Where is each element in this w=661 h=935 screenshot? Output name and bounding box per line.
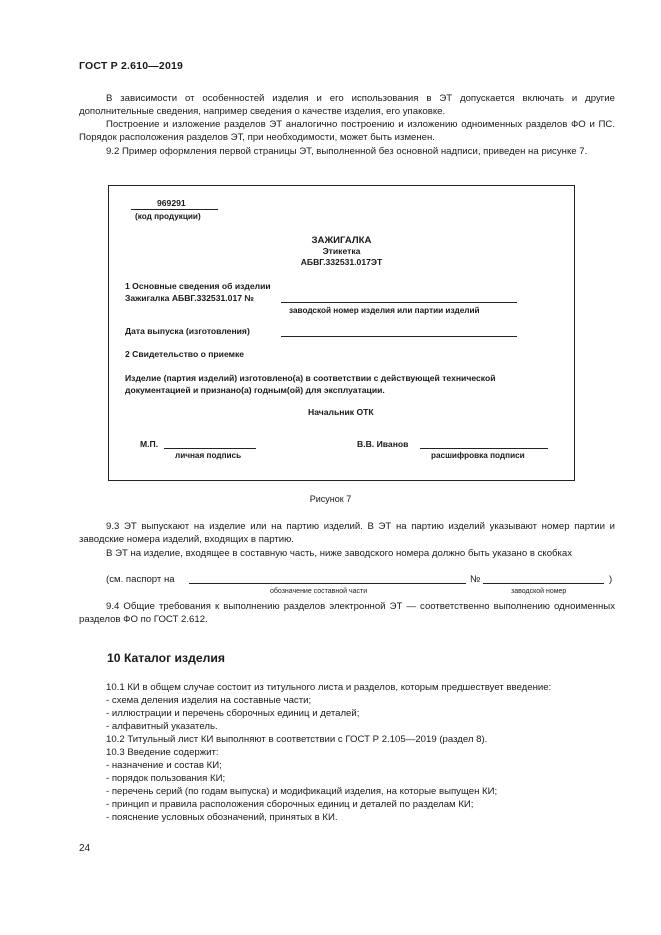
acceptance-text-line1: Изделие (партия изделий) изготовлено(а) в соответствии с действующей технической bbox=[125, 373, 496, 383]
product-code-value: 969291 bbox=[157, 198, 186, 208]
product-code-label: (код продукции) bbox=[135, 212, 201, 221]
catalog-line: 10.3 Введение содержит: bbox=[106, 747, 219, 758]
figure-doc-code: АБВГ.332531.017ЭТ bbox=[300, 257, 383, 267]
signature-hint: личная подпись bbox=[175, 451, 242, 460]
figure-caption: Рисунок 7 bbox=[309, 494, 352, 504]
serial-number-rule bbox=[281, 302, 517, 303]
stamp-place-label: М.П. bbox=[140, 439, 159, 449]
paragraph-structure: Построение и изложение разделов ЭТ аналогично построению и изложению одноименных разделов ФО и ПС. Порядок расположения разделов ЭТ, при необходимости, может быть изменен. bbox=[79, 119, 615, 144]
paragraph-9-3: 9.3 ЭТ выпускают на изделие или на партию изделий. В ЭТ на партию изделий указывают номер партии и заводские номера изделий, входящих в партию. bbox=[79, 521, 615, 546]
otk-head-label: Начальник ОТК bbox=[308, 407, 374, 417]
page-number: 24 bbox=[79, 843, 91, 854]
document-header: ГОСТ Р 2.610—2019 bbox=[79, 60, 184, 72]
catalog-line: 10.2 Титульный лист КИ выполняют в соответствии с ГОСТ Р 2.105—2019 (раздел 8). bbox=[106, 734, 488, 745]
serial-number-hint: заводской номер изделия или партии изделий bbox=[289, 306, 480, 315]
paragraph-9-2: 9.2 Пример оформления первой страницы ЭТ, выполненной без основной надписи, приведен на рисунке 7. bbox=[106, 146, 588, 157]
passport-designation-hint: обозначение составной части bbox=[270, 588, 368, 595]
passport-designation-rule bbox=[189, 583, 466, 584]
section-10-title: 10 Каталог изделия bbox=[107, 651, 225, 665]
signature-rule bbox=[164, 448, 256, 449]
signer-name: В.В. Иванов bbox=[357, 439, 409, 449]
release-date-rule bbox=[281, 336, 517, 337]
paragraph-additional-info: В зависимости от особенностей изделия и его использования в ЭТ допускается включать и другие дополнительные сведения, например сведения о качестве изделия, его упаковке. bbox=[79, 93, 615, 118]
catalog-line: - иллюстрации и перечень сборочных единиц и деталей; bbox=[106, 708, 360, 719]
decode-hint: расшифровка подписи bbox=[431, 451, 525, 460]
catalog-line: - порядок пользования КИ; bbox=[106, 773, 226, 784]
catalog-line: - принцип и правила расположения сборочных единиц и деталей по разделам КИ; bbox=[106, 799, 474, 810]
passport-prefix: (см. паспорт на bbox=[106, 574, 175, 585]
section-1-title: 1 Основные сведения об изделии bbox=[125, 281, 271, 291]
serial-number-label: Зажигалка АБВГ.332531.017 № bbox=[125, 293, 254, 303]
figure-title: ЗАЖИГАЛКА bbox=[311, 235, 372, 246]
release-date-label: Дата выпуска (изготовления) bbox=[125, 326, 250, 336]
label-example-figure bbox=[108, 185, 575, 481]
catalog-line: - алфавитный указатель. bbox=[106, 721, 218, 732]
catalog-line: - пояснение условных обозначений, принятых в КИ. bbox=[106, 812, 338, 823]
passport-number-sign: № bbox=[470, 574, 481, 585]
paragraph-9-4: 9.4 Общие требования к выполнению разделов электронной ЭТ — соответственно выполнению одноименных разделов ФО по ГОСТ 2.612. bbox=[79, 601, 615, 626]
acceptance-text-line2: документацией и признано(а) годным(ой) для эксплуатации. bbox=[125, 385, 385, 395]
section-2-title: 2 Свидетельство о приемке bbox=[125, 349, 245, 359]
passport-suffix: ) bbox=[609, 574, 613, 585]
passport-number-rule bbox=[483, 583, 604, 584]
product-code-rule bbox=[131, 209, 218, 210]
figure-subtitle: Этикетка bbox=[322, 246, 361, 256]
catalog-line: 10.1 КИ в общем случае состоит из титульного листа и разделов, которым предшествует введение: bbox=[106, 682, 552, 693]
catalog-line: - схема деления изделия на составные части; bbox=[106, 695, 312, 706]
paragraph-component: В ЭТ на изделие, входящее в составную часть, ниже заводского номера должно быть указано в скобках bbox=[106, 548, 573, 559]
catalog-line: - перечень серий (по годам выпуска) и модификаций изделия, на которые выпущен КИ; bbox=[106, 786, 498, 797]
decode-rule bbox=[420, 448, 548, 449]
passport-number-hint: заводской номер bbox=[511, 588, 567, 595]
catalog-line: - назначение и состав КИ; bbox=[106, 760, 222, 771]
